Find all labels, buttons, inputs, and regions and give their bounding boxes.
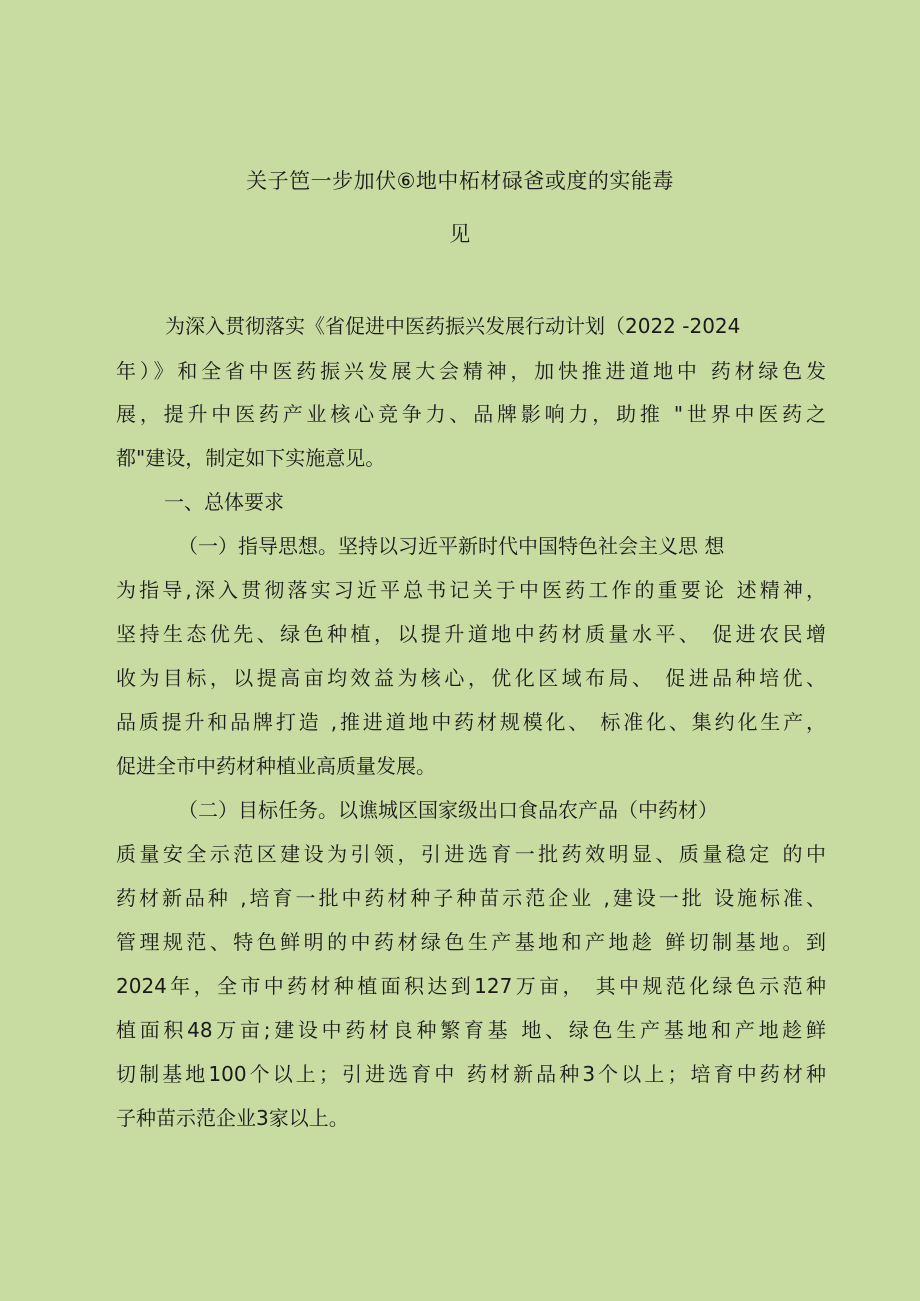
document-title-line-2: 见 xyxy=(449,222,471,246)
body-line: 展，提升中医药产业核心竞争力、品牌影响力，助推 "世界中医药之 xyxy=(116,402,826,426)
body-line: 年）》和全省中医药振兴发展大会精神，加快推进道地中 药材绿色发 xyxy=(116,359,826,383)
body-line: （二）目标任务。以谯城区国家级出口食品农产品（中药材） xyxy=(178,798,718,822)
section-heading: 一、总体要求 xyxy=(164,490,284,514)
body-line: 促进全市中药材种植业高质量发展。 xyxy=(116,754,436,778)
document-title-line-1: 关子笆一步加伏⑥地中柘材碌爸或度的实能毒 xyxy=(246,169,674,193)
body-line: 都"建设，制定如下实施意见。 xyxy=(116,446,386,470)
body-line: 2024年，全市中药材种植面积达到127万亩， 其中规范化绿色示范种 xyxy=(116,974,826,998)
body-line: （一）指导思想。坚持以习近平新时代中国特色社会主义思 想 xyxy=(178,534,725,558)
body-line: 为深入贯彻落实《省促进中医药振兴发展行动计划（2022 -2024 xyxy=(165,314,741,338)
body-line: 收为目标，以提高亩均效益为核心，优化区域布局、 促进品种培优、 xyxy=(116,666,826,690)
body-line: 质量安全示范区建设为引领，引进选育一批药效明显、质量稳定 的中 xyxy=(116,842,826,866)
body-line: 切制基地100个以上；引进选育中 药材新品种3个以上；培育中药材种 xyxy=(116,1062,826,1086)
body-line: 为指导,深入贯彻落实习近平总书记关于中医药工作的重要论 述精神， xyxy=(116,578,826,602)
body-line: 植面积48万亩;建设中药材良种繁育基 地、绿色生产基地和产地趁鲜 xyxy=(116,1018,826,1042)
body-line: 管理规范、特色鲜明的中药材绿色生产基地和产地趁 鲜切制基地。到 xyxy=(116,930,826,954)
body-line: 药材新品种 ,培育一批中药材种子种苗示范企业 ,建设一批 设施标准、 xyxy=(116,886,826,910)
body-line: 子种苗示范企业3家以上。 xyxy=(116,1106,349,1130)
body-line: 坚持生态优先、绿色种植，以提升道地中药材质量水平、 促进农民增 xyxy=(116,622,826,646)
body-line: 品质提升和品牌打造 ,推进道地中药材规模化、 标准化、集约化生产， xyxy=(116,710,826,734)
